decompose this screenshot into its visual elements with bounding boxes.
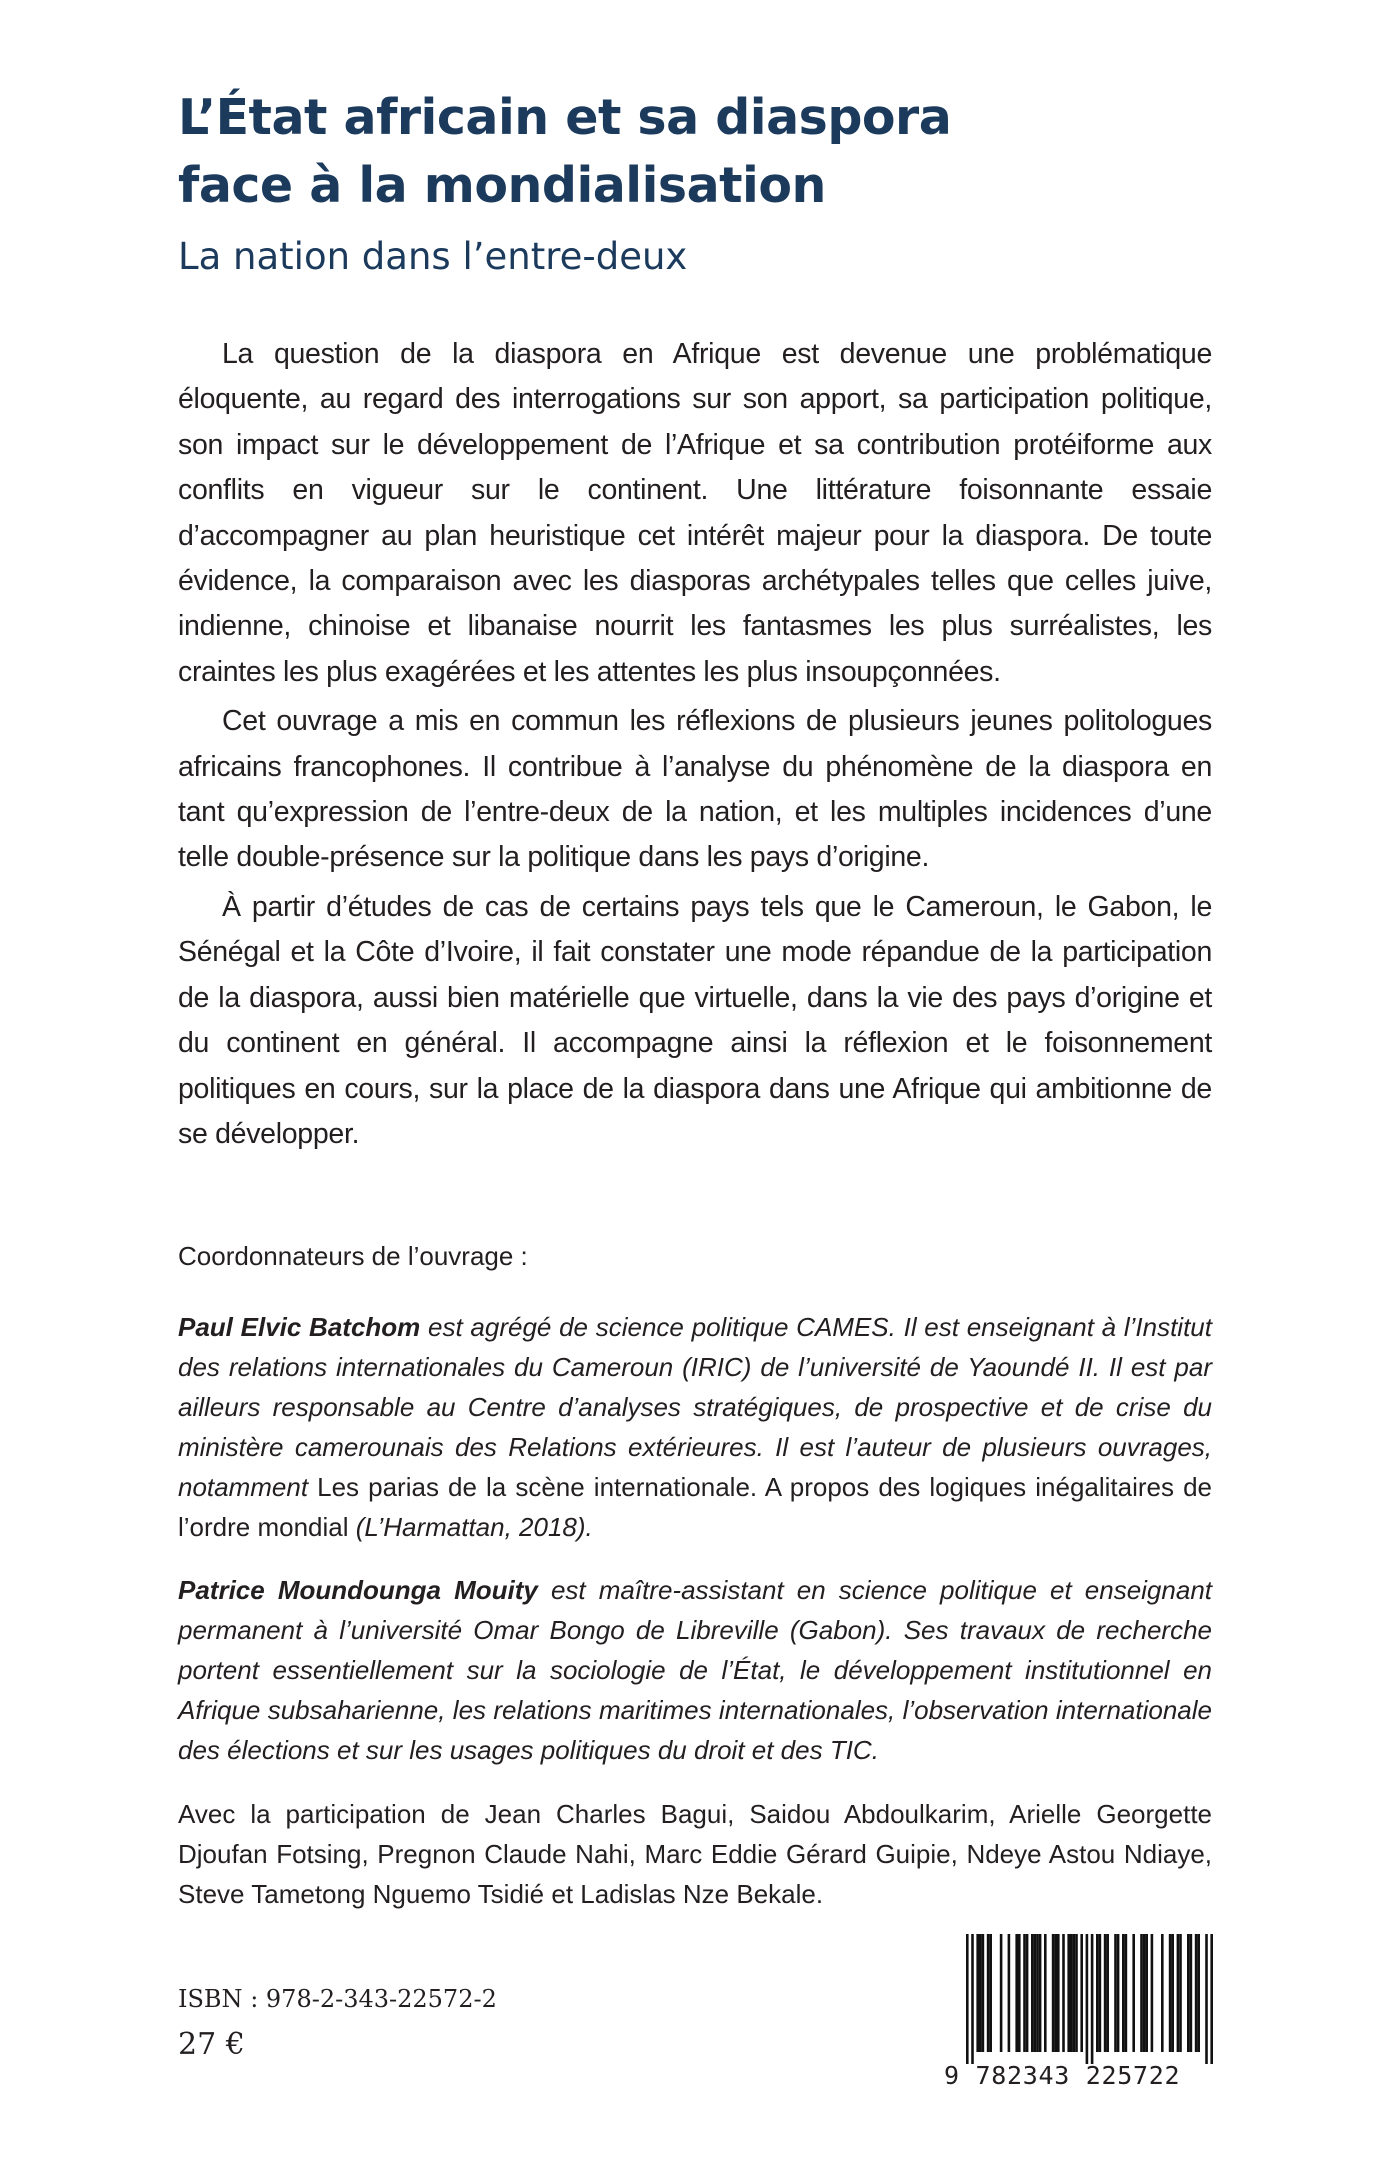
book-title	[178, 84, 1238, 220]
price: 27 €	[178, 2027, 245, 2062]
barcode-digits: 9 782343 225722	[944, 2061, 1181, 2090]
barcode-bar	[1075, 1934, 1078, 2052]
barcode-bar	[1190, 1934, 1193, 2052]
barcode-bar	[1210, 1934, 1213, 2064]
barcode-bar	[1086, 1934, 1089, 2064]
barcode-bar	[1052, 1934, 1055, 2052]
barcode-bar	[1197, 1934, 1200, 2052]
barcode-bar	[1096, 1934, 1099, 2052]
barcode-bar	[1031, 1934, 1034, 2052]
barcode-bar	[971, 1934, 974, 2064]
coordinator-bio-1-text: est agrégé de science politique CAMES. Il est enseignant à l’Institut des relations internationales du Cameroun (IRIC) de l’université de Yaoundé II. Il est par ailleurs responsable au Centre d’analyses stratégiques, de prospective et de crise du ministère camerounais des Relations extérieures. Il est l’auteur de plusieurs ouvrages, notamment	[178, 1312, 1212, 1502]
barcode-bar	[1036, 1934, 1039, 2052]
barcode-bar	[989, 1934, 992, 2052]
book-title-line-2: face à la mondialisation	[178, 157, 826, 214]
barcode-bar	[1169, 1934, 1172, 2052]
barcode-bar	[1171, 1934, 1174, 2052]
barcode-bar	[979, 1934, 982, 2052]
barcode-bar	[1132, 1934, 1135, 2052]
barcode-bar	[1143, 1934, 1146, 2052]
barcode-bar	[1034, 1934, 1037, 2052]
barcode-bar	[976, 1934, 979, 2052]
barcode-bar	[1073, 1934, 1076, 2052]
barcode-bar	[1044, 1934, 1047, 2052]
description-paragraph-1: La question de la diaspora en Afrique est devenue une problématique éloquente, au regard des interrogations sur son apport, sa participation politique, son impact sur le développement de l’Afrique et sa contribution protéiforme aux conflits en vigueur sur le continent. Une littérature foisonnante essaie d’accompagner au plan heuristique cet intérêt majeur pour la diaspora. De toute évidence, la comparaison avec les diasporas archétypales telles que celles juive, indienne, chinoise et libanaise nourrit les fantasmes les plus surréalistes, les craintes les plus exagérées et les attentes les plus insoupçonnées.	[178, 338, 1212, 688]
coordinators-heading: Coordonnateurs de l’ouvrage :	[178, 1241, 528, 1271]
barcode-bar	[1122, 1934, 1125, 2052]
description-paragraph-3: À partir d’études de cas de certains pays tels que le Cameroun, le Gabon, le Sénégal et la Côte d’Ivoire, il fait constater une mode répandue de la participation de la diaspora, aussi bien matérielle que virtuelle, dans la vie des pays d’origine et du continent en général. Il accompagne ainsi la réflexion et le foisonnement politiques en cours, sur la place de la diaspora dans une Afrique qui ambitionne de se développer.	[178, 890, 1212, 1150]
barcode-graphic	[944, 1934, 1224, 2064]
coordinator-bio-1-publisher: (L’Harmattan, 2018).	[348, 1512, 593, 1542]
barcode-bar	[982, 1934, 985, 2052]
barcode-bar	[1177, 1934, 1180, 2052]
barcode-bar	[1114, 1934, 1117, 2052]
barcode-bar	[1151, 1934, 1154, 2052]
barcode-bar	[1106, 1934, 1109, 2052]
coordinator-bio-1-work: Les parias de la scène internationale. A propos des logiques inégalitaires de l’ordre mondial	[178, 1472, 1212, 1542]
barcode-bar	[1023, 1934, 1026, 2052]
coordinator-bio-2-text: est maître-assistant en science politique et enseignant permanent à l’université Omar Bongo de Libreville (Gabon). Ses travaux de recherche portent essentiellement sur la sociologie de l’État, le développement institutionnel en Afrique subsaharienne, les relations maritimes internationales, l’observation internationale des élections et sur les usages politiques du droit et des TIC.	[178, 1575, 1212, 1765]
book-title-line-1: L’État africain et sa diaspora	[178, 89, 952, 146]
isbn: ISBN : 978-2-343-22572-2	[178, 1985, 497, 2013]
barcode-bar	[1195, 1934, 1198, 2052]
barcode-bar	[966, 1934, 969, 2064]
barcode-bar	[1026, 1934, 1029, 2052]
barcode-bar	[1104, 1934, 1107, 2052]
barcode-bar	[1117, 1934, 1120, 2052]
barcode-bar	[1125, 1934, 1128, 2052]
barcode-bar	[1067, 1934, 1070, 2052]
barcode-bar	[1179, 1934, 1182, 2052]
barcode-bar	[1099, 1934, 1102, 2052]
barcode-bar	[1057, 1934, 1060, 2052]
barcode-bar	[987, 1934, 990, 2052]
barcode-bar	[1008, 1934, 1011, 2052]
coordinator-bio-2	[178, 1570, 1212, 1770]
barcode-bar	[1054, 1934, 1057, 2052]
barcode-bar	[1080, 1934, 1083, 2052]
barcode-bar	[1187, 1934, 1190, 2052]
barcode-bar	[1161, 1934, 1164, 2052]
barcode-bar	[1140, 1934, 1143, 2052]
barcode-bar	[1205, 1934, 1208, 2064]
participants: Avec la participation de Jean Charles Bagui, Saidou Abdoulkarim, Arielle Georgette Djoufan Fotsing, Pregnon Claude Nahi, Marc Eddie Gérard Guipie, Ndeye Astou Ndiaye, Steve Tametong Nguemo Tsidié et Ladislas Nze Bekale.	[178, 1799, 1212, 1909]
description-paragraph-2: Cet ouvrage a mis en commun les réflexions de plusieurs jeunes politologues africains francophones. Il contribue à l’analyse du phénomène de la diaspora en tant qu’expression de l’entre-deux de la nation, et les multiples incidences d’une telle double-présence sur la politique dans les pays d’origine.	[178, 705, 1212, 874]
barcode-bar	[1062, 1934, 1065, 2052]
coordinator-name-2: Patrice Moundounga Mouity	[178, 1575, 538, 1605]
barcode-bar	[1039, 1934, 1042, 2052]
coordinator-name-1: Paul Elvic Batchom	[178, 1312, 421, 1342]
barcode-bar	[1091, 1934, 1094, 2064]
barcode-bar	[1000, 1934, 1003, 2052]
barcode-bar	[1145, 1934, 1148, 2052]
book-subtitle: La nation dans l’entre-deux	[178, 235, 688, 278]
barcode-bar	[1015, 1934, 1018, 2052]
barcode-bar	[1070, 1934, 1073, 2052]
barcode-bar	[1018, 1934, 1021, 2052]
barcode-icon	[944, 1934, 1224, 2064]
description	[178, 332, 1212, 1161]
coordinator-bio-1	[178, 1307, 1212, 1547]
